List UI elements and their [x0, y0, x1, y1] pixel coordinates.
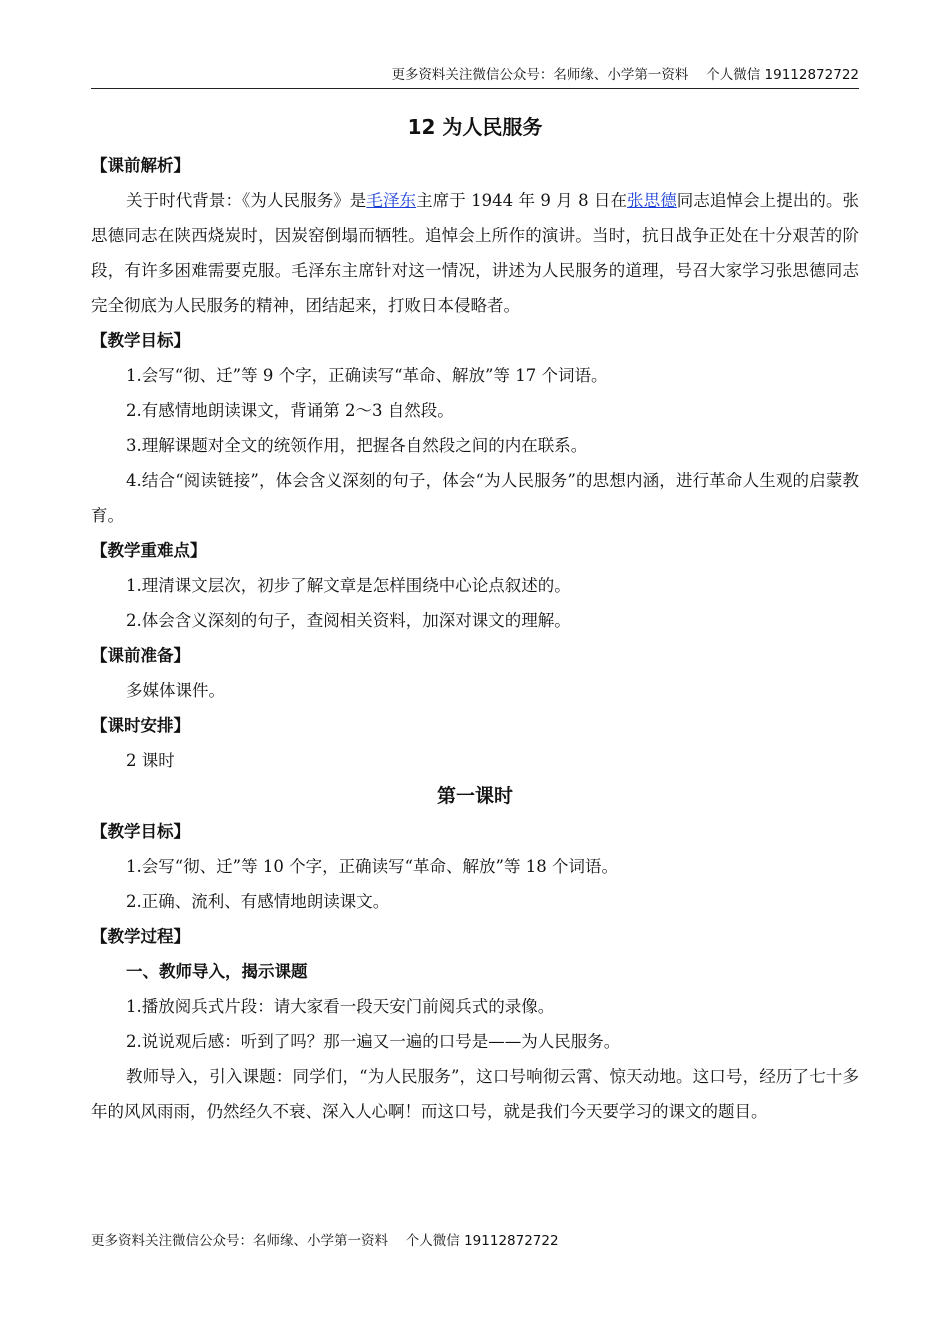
header-text: 更多资料关注微信公众号：名师缘、小学第一资料 个人微信 19112872722: [391, 67, 859, 83]
section-heading-process: 【教学过程】: [91, 927, 190, 946]
section-heading-prep: 【课前准备】: [91, 646, 190, 665]
goal-item: 4.结合“阅读链接”，体会含义深刻的句子，体会“为人民服务”的思想内涵，进行革命人生观的启蒙教育。: [91, 471, 859, 525]
schedule-text: 2 课时: [126, 751, 175, 770]
document-title: 12 为人民服务: [407, 115, 543, 139]
section-heading-background: 【课前解析】: [91, 156, 190, 175]
goal-item: 3.理解课题对全文的统领作用，把握各自然段之间的内在联系。: [126, 436, 588, 455]
prep-text: 多媒体课件。: [126, 681, 225, 700]
document-body: [91, 110, 859, 1129]
background-text-3: 同志追悼会上提出的。张思德同志在陕西烧炭时，因炭窑倒塌而牺牲。追悼会上所作的演讲。当时，抗日战争正处在十分艰苦的阶段，有许多困难需要克服。毛泽东主席针对这一情况，讲述为人民服务的道理，号召大家学习张思德同志完全彻底为人民服务的精神，团结起来，打败日本侵略者。: [91, 191, 860, 315]
step1-item: 2.说说观后感：听到了吗？那一遍又一遍的口号是——为人民服务。: [126, 1032, 621, 1051]
key-point-item: 2.体会含义深刻的句子，查阅相关资料，加深对课文的理解。: [126, 611, 571, 630]
section-heading-key-points: 【教学重难点】: [91, 541, 207, 560]
link-mao-zedong[interactable]: 毛泽东: [366, 191, 417, 210]
goal-item: 2.有感情地朗读课文，背诵第 2～3 自然段。: [126, 401, 454, 420]
page-header: [91, 64, 859, 89]
link-zhang-side[interactable]: 张思德: [627, 191, 677, 210]
footer-text: 更多资料关注微信公众号：名师缘、小学第一资料 个人微信 19112872722: [91, 1233, 559, 1249]
section-heading-lesson1-goals: 【教学目标】: [91, 822, 190, 841]
step1-item: 1.播放阅兵式片段：请大家看一段天安门前阅兵式的录像。: [126, 997, 555, 1016]
goal-item: 1.会写“彻、迁”等 9 个字，正确读写“革命、解放”等 17 个词语。: [126, 366, 608, 385]
background-text-1: 关于时代背景：《为人民服务》是: [126, 191, 367, 210]
lesson1-goal-item: 1.会写“彻、迁”等 10 个字，正确读写“革命、解放”等 18 个词语。: [126, 857, 618, 876]
key-point-item: 1.理清课文层次，初步了解文章是怎样围绕中心论点叙述的。: [126, 576, 571, 595]
page-footer: [91, 1229, 559, 1249]
background-paragraph: [91, 183, 859, 323]
section-heading-goals: 【教学目标】: [91, 331, 190, 350]
background-text-2: 主席于 1944 年 9 月 8 日在: [416, 191, 628, 210]
lesson1-goal-item: 2.正确、流利、有感情地朗读课文。: [126, 892, 390, 911]
section-heading-schedule: 【课时安排】: [91, 716, 190, 735]
lesson1-title: 第一课时: [436, 785, 513, 807]
step1-item: 教师导入，引入课题：同学们，“为人民服务”，这口号响彻云霄、惊天动地。这口号，经历了七十多年的风风雨雨，仍然经久不衰、深入人心啊！而这口号，就是我们今天要学习的课文的题目。: [91, 1067, 859, 1121]
step1-title: 一、教师导入，揭示课题: [126, 962, 308, 981]
